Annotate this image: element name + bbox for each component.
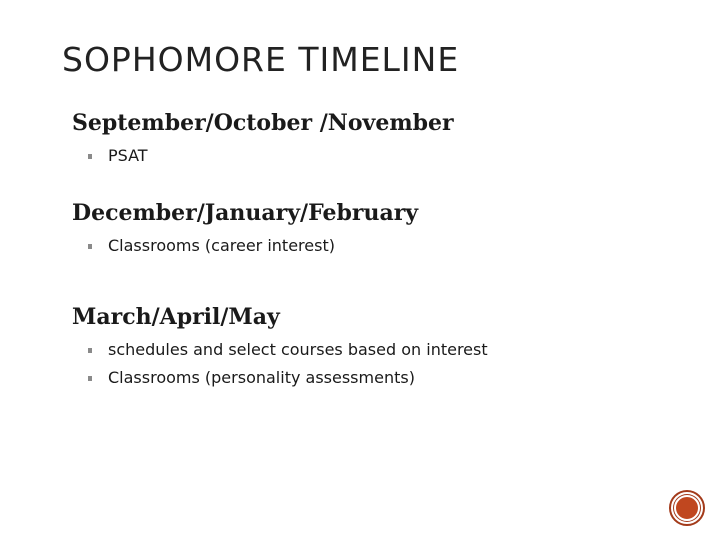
section-winter [72,200,418,260]
slide-title: SOPHOMORE TIMELINE [62,40,460,79]
section-heading: September/October /November [72,110,454,136]
bullet-list [72,336,488,392]
list-item [72,232,418,260]
bullet-text: schedules and select courses based on interest [108,340,488,359]
list-item [72,364,488,392]
section-spring [72,304,488,392]
section-heading: December/January/February [72,200,419,226]
section-heading: March/April/May [72,304,280,330]
list-item [72,142,454,170]
bullet-text: PSAT [108,146,148,165]
bullet-list [72,232,418,260]
circle-nav-icon[interactable] [669,490,705,526]
bullet-text: Classrooms (personality assessments) [108,368,415,387]
circle-nav-inner-icon [674,495,700,521]
bullet-icon [88,348,92,353]
bullet-icon [88,244,92,249]
bullet-icon [88,376,92,381]
list-item [72,336,488,364]
section-fall [72,110,454,170]
bullet-list [72,142,454,170]
bullet-text: Classrooms (career interest) [108,236,335,255]
bullet-icon [88,154,92,159]
